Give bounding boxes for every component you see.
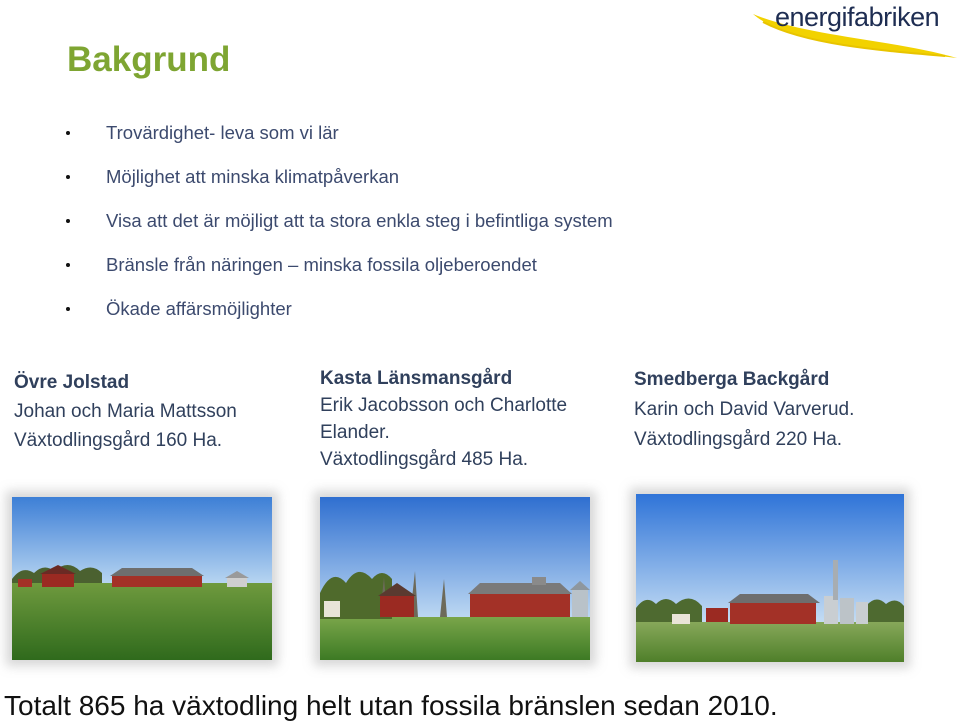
bullet-dot-icon <box>66 263 70 267</box>
slide-title: Bakgrund <box>67 40 231 79</box>
bullet-item: Trovärdighet- leva som vi lär <box>66 120 613 164</box>
farm-info-ovre-jolstad <box>14 368 237 455</box>
farm-owners: Karin och David Varverud. <box>634 399 855 420</box>
bullet-dot-icon <box>66 131 70 135</box>
bullet-item: Möjlighet att minska klimatpåverkan <box>66 164 613 208</box>
bullet-item: Visa att det är möjligt att ta stora enkla steg i befintliga system <box>66 208 613 252</box>
farm-photo-kasta-lansmansgard <box>320 497 590 660</box>
bullet-dot-icon <box>66 219 70 223</box>
bullet-item: Ökade affärsmöjlighter <box>66 296 613 340</box>
farm-size: Växtodlingsgård 220 Ha. <box>634 429 843 450</box>
bullet-dot-icon <box>66 307 70 311</box>
farm-owners: Erik Jacobsson och Charlotte <box>320 395 568 416</box>
farm-size: Växtodlingsgård 160 Ha. <box>14 430 223 451</box>
farm-info-kasta-lansmansgard <box>320 365 567 473</box>
footer-summary: Totalt 865 ha växtodling helt utan fossila bränslen sedan 2010. <box>4 690 778 721</box>
bullet-item: Bränsle från näringen – minska fossila oljeberoendet <box>66 252 613 296</box>
farm-owners-cont: Elander. <box>320 422 390 443</box>
farm-name: Kasta Länsmansgård <box>320 368 513 389</box>
bullet-list <box>66 120 613 340</box>
farm-info-smedberga-backgard <box>634 365 854 455</box>
farm-size: Växtodlingsgård 485 Ha. <box>320 449 529 470</box>
farm-photo-ovre-jolstad <box>12 497 272 660</box>
energifabriken-logo <box>745 0 960 70</box>
farm-name: Smedberga Backgård <box>634 369 830 390</box>
farm-photo-smedberga-backgard <box>636 494 904 662</box>
logo-text: energifabriken <box>775 2 940 32</box>
farm-owners: Johan och Maria Mattsson <box>14 401 237 422</box>
bullet-dot-icon <box>66 175 70 179</box>
farm-name: Övre Jolstad <box>14 372 130 393</box>
